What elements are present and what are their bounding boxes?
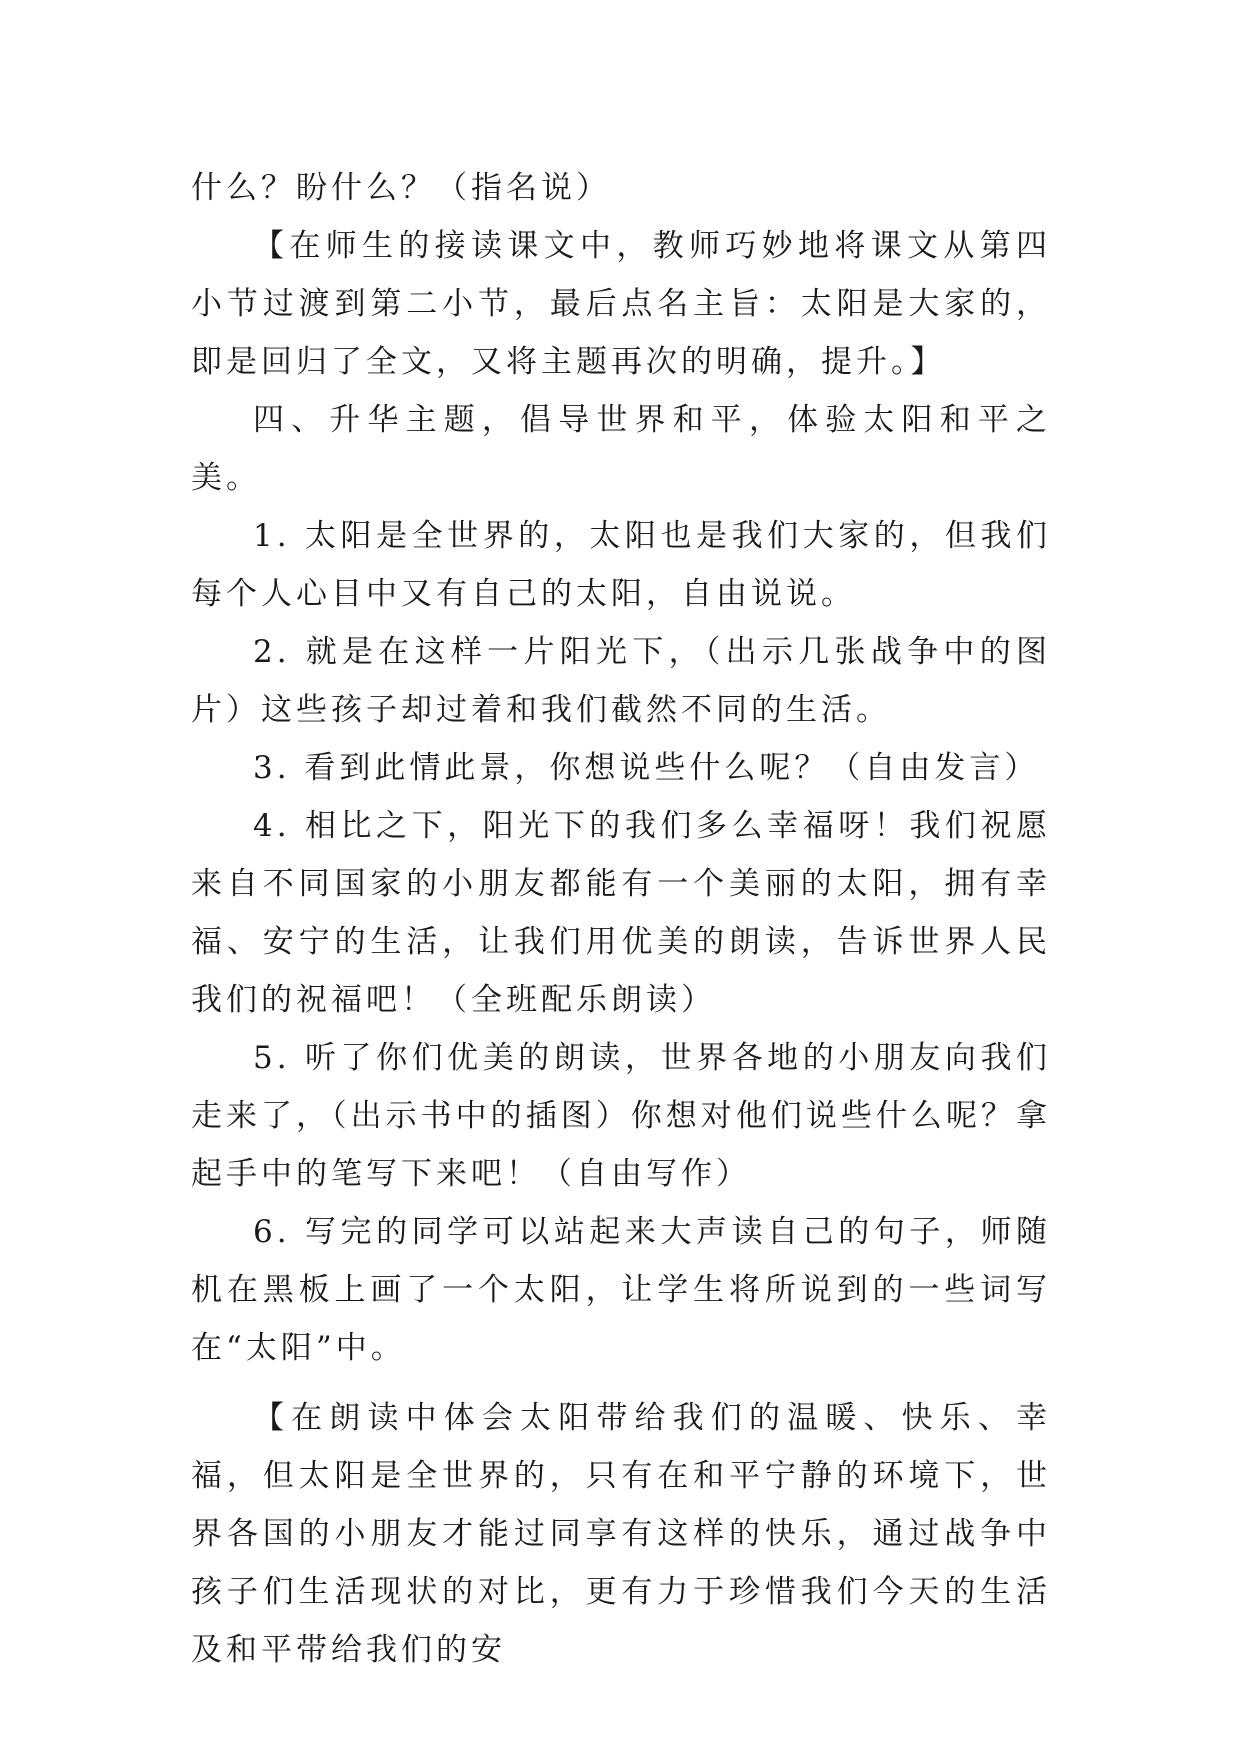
section-heading-4: 四、升华主题，倡导世界和平，体验太阳和平之美。 [191,402,1051,496]
list-item-4: 4. 相比之下，阳光下的我们多么幸福呀！我们祝愿来自不同国家的小朋友都能有一个美丽的太阳，拥有幸福、安宁的生活，让我们用优美的朗读，告诉世界人民我们的祝福吧！（全班配乐朗读） [191,808,1051,1018]
list-item-2: 2. 就是在这样一片阳光下，（出示几张战争中的图片）这些孩子却过着和我们截然不同的生活。 [191,634,1051,728]
paragraph-question-continuation: 什么？盼什么？（指名说） [191,170,611,206]
list-item-5: 5. 听了你们优美的朗读，世界各地的小朋友向我们走来了，（出示书中的插图）你想对他们说些什么呢？拿起手中的笔写下来吧！（自由写作） [191,1040,1051,1192]
list-item-3: 3. 看到此情此景，你想说些什么呢？（自由发言） [253,750,1040,786]
paragraph-commentary-1: 【在师生的接读课文中，教师巧妙地将课文从第四小节过渡到第二小节，最后点名主旨：太阳是大家的，即是回归了全文，又将主题再次的明确，提升。】 [191,228,1051,380]
list-item-1: 1. 太阳是全世界的，太阳也是我们大家的，但我们每个人心目中又有自己的太阳，自由说说。 [191,518,1051,612]
document-body [191,159,1051,1679]
paragraph-commentary-2: 【在朗读中体会太阳带给我们的温暖、快乐、幸福，但太阳是全世界的，只有在和平宁静的环境下，世界各国的小朋友才能过同享有这样的快乐，通过战争中孩子们生活现状的对比，更有力于珍惜我们今天的生活及和平带给我们的安 [191,1400,1051,1668]
list-item-6: 6. 写完的同学可以站起来大声读自己的句子，师随机在黑板上画了一个太阳，让学生将所说到的一些词写在“太阳”中。 [191,1214,1051,1366]
